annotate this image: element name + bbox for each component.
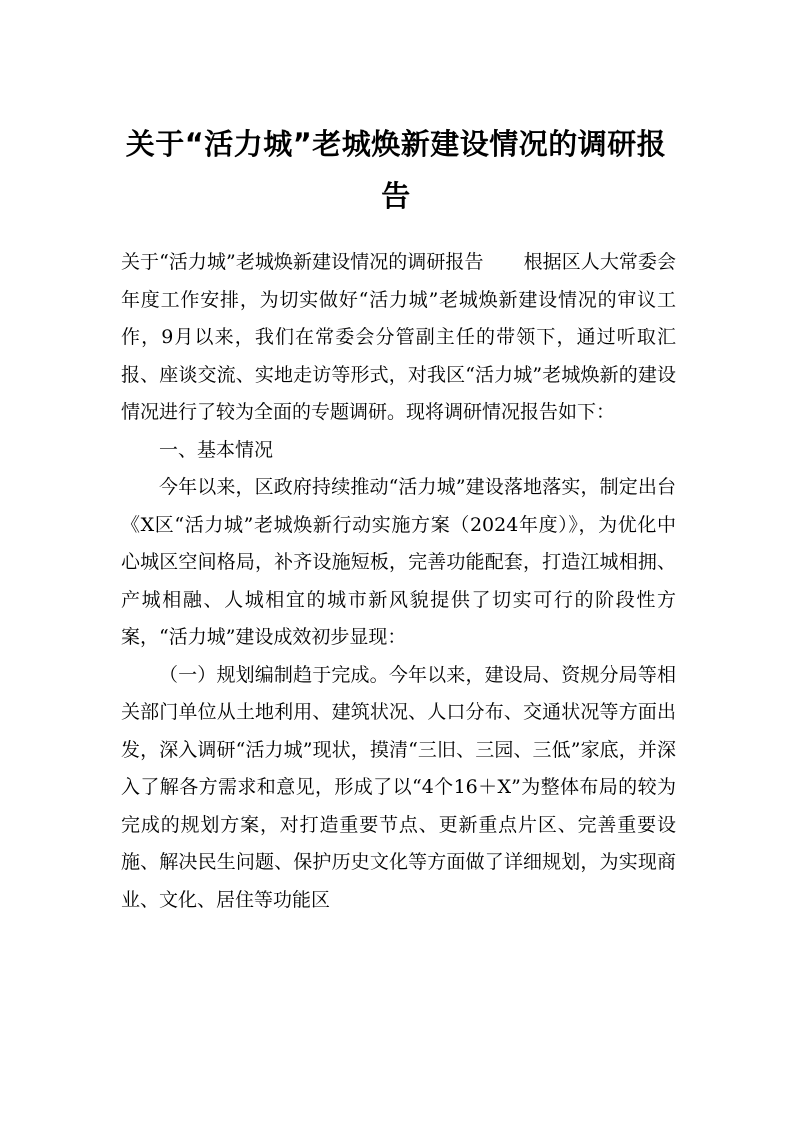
intro-body: 根据区人大常委会年度工作安排，为切实做好“活力城”老城焕新建设情况的审议工作，9月以来，我们在常委会分管副主任的带领下，通过听取汇报、座谈交流、实地走访等形式，对我区“活力城”老城焕新的建设情况进行了较为全面的专题调研。现将调研情况报告如下： (121, 251, 676, 423)
intro-heading: 关于“活力城”老城焕新建设情况的调研报告 (121, 251, 484, 273)
document-body (121, 244, 676, 919)
subsection-paragraph-planning: （一）规划编制趋于完成。今年以来，建设局、资规分局等相关部门单位从土地利用、建筑状况、人口分布、交通状况等方面出发，深入调研“活力城”现状，摸清“三旧、三园、三低”家底，并深入了解各方需求和意见，形成了以“4个16＋X”为整体布局的较为完成的规划方案，对打造重要节点、更新重点片区、完善重要设施、解决民生问题、保护历史文化等方面做了详细规划，为实现商业、文化、居住等功能区 (121, 663, 676, 911)
intro-paragraph (121, 244, 676, 432)
document-title: 关于“活力城”老城焕新建设情况的调研报告 (125, 127, 667, 213)
section-paragraph-basic: 今年以来，区政府持续推动“活力城”建设落地落实，制定出台《X区“活力城”老城焕新行动实施方案（2024年度）》，为优化中心城区空间格局，补齐设施短板，完善功能配套，打造江城相拥、产城相融、人城相宜的城市新风貌提供了切实可行的阶段性方案，“活力城”建设成效初步显现： (121, 476, 676, 648)
section-heading-basic: 一、基本情况 (159, 438, 274, 461)
